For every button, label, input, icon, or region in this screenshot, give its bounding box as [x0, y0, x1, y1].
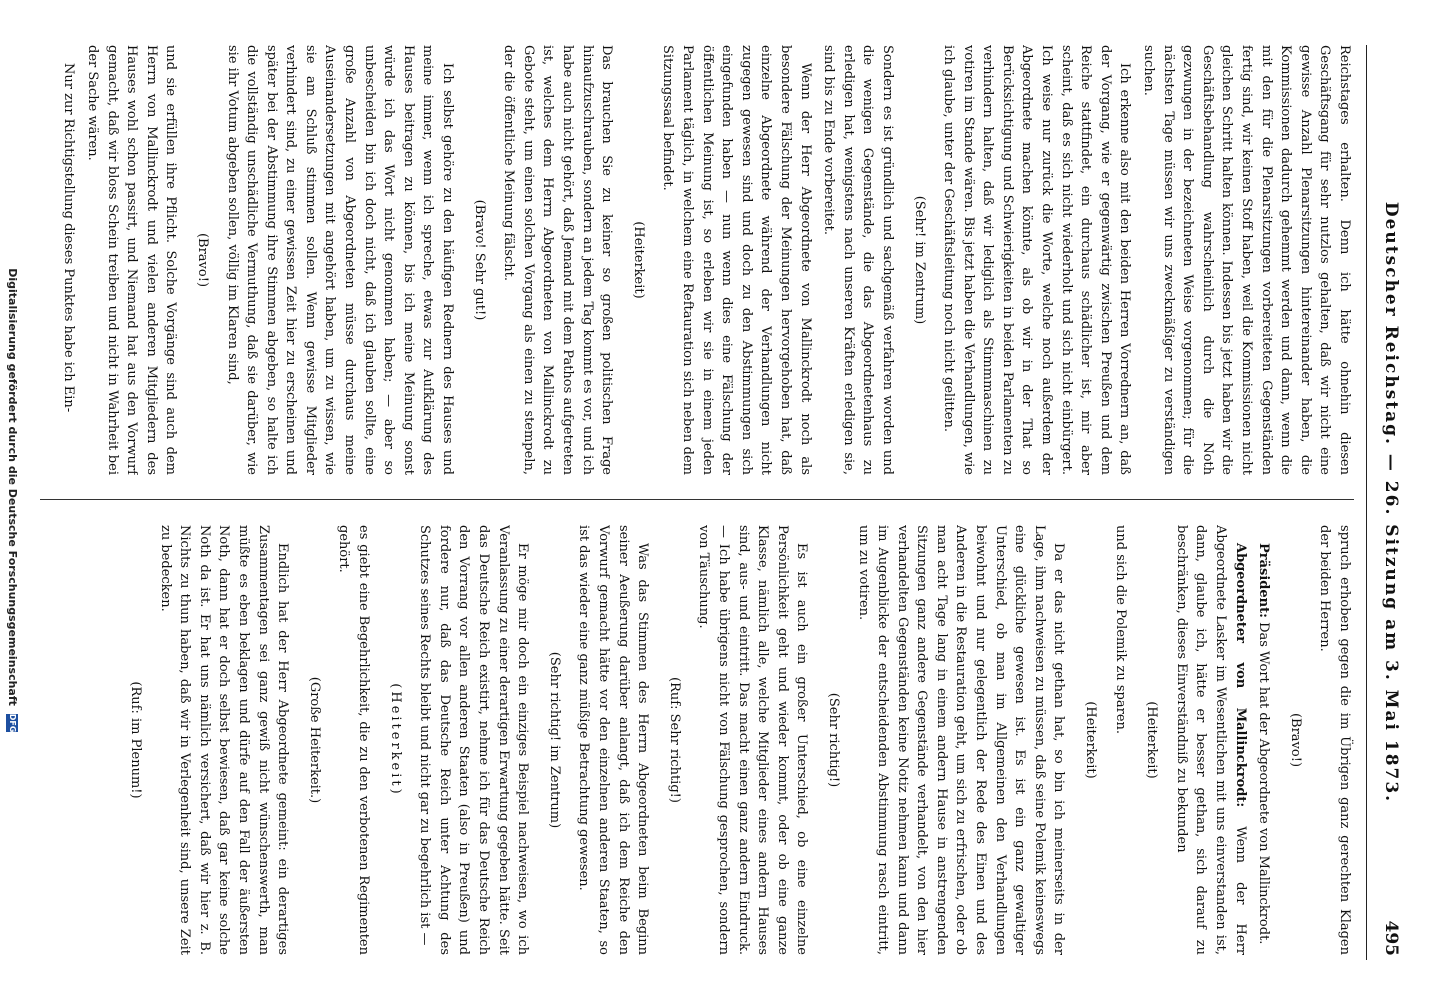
paragraph: Nur zur Richtigstellung dieses Punktes habe ich Ein- — [61, 63, 77, 413]
paragraph: Reichstages erhalten. Denn ich hätte ohnehin diesen Geschäftsgang für sehr nutzlos gehalten, daß wir nicht eine gewisse Anzahl Plenarsitzungen hintereinander haben, die Kommissionen dadurch gehemmt werden und dann, wenn die mit den für die Plenarsitzungen vorbereiteten Gegenständen fertig sind, wir keinen Stoff haben, weil die Kommissionen nicht gleichen Schritt halten können. Indessen bis jetzt haben wir die Geschäftsbehandlung wahrscheinlich durch die Noth gezwungen in der bezeichneten Weise vorgenommen; für die nächsten Tage müssen wir uns zweckmäßiger zu verständigen suchen. — [1141, 45, 1352, 475]
paragraph: Es ist auch ein großer Unterschied, ob eine einzelne Persönlichkeit geht und wieder kommt, oder ob eine ganze Klasse, nämlich alle, welche Mitglieder eines andern Hauses sind, aus- und eintritt. Das macht einen ganz andern Eindruck. — Ich habe übrigens nicht von Fälschung gesprochen, sondern von Täuschung. — [696, 525, 810, 955]
reaction: (Sehr richtig!) — [825, 692, 841, 788]
paragraph: spruch erhoben gegen die im Übrigen ganz gerechten Klagen der beiden Herren. — [1317, 525, 1352, 955]
paragraph: Sondern es ist gründlich und sachgemäß verfahren worden und die wenigen Gegenstände, die das Abgeordnetenhaus zu erledigen hat, wenigstens nach unseren Kräften erledigen sie, sind bis zu Ende vorbereitet. — [821, 45, 895, 475]
paragraph: es giebt eine Begehrlichkeit, die zu den verbotenen Regimenten gehört. — [336, 525, 372, 955]
reaction: (Heiterkeit) — [387, 683, 403, 797]
reaction: (Heiterkeit) — [630, 221, 646, 299]
reaction: (Bravo! Sehr gut!) — [471, 199, 487, 321]
paragraph: und sich die Polemik zu sparen. — [1112, 525, 1128, 735]
right-column — [40, 525, 1354, 955]
page-header — [1366, 45, 1407, 960]
reaction: (Sehr richtig! im Zentrum) — [546, 651, 562, 829]
paragraph: Was das Stimmen des Herrn Abgeordneten beim Beginn seiner Aeußerung darüber anlangt, daß ich dem Reiche den Vorwurf gemacht hätte vor den einzelnen anderen Staaten, so ist das wieder eine ganz müßige Betrachtung gewesen. — [576, 525, 651, 955]
dfg-logo: DFG — [8, 713, 17, 733]
reaction: (Bravo!) — [194, 232, 210, 288]
digitization-credit — [6, 0, 19, 1000]
speech-text: Das Wort hat der Abgeordnete von Mallinckrodt. — [1256, 622, 1272, 945]
paragraph: Ich selbst gehöre zu den häufigen Rednern des Hauses und meine immer, wenn ich spreche, etwas zur Aufklärung des Hauses beitragen zu können, bis ich meine Meinung sonst würde ich das Wort nicht genommen haben; — aber so unbescheiden bin ich doch nicht, daß ich glauben sollte, eine große Anzahl von Abgeordneten müsse durchaus meine Auseinandersetzungen mit angehört haben, um zu wissen, wie sie am Schluß stimmen sollen. Wenn gewisse Mitglieder verhindert sind, zu einer gewissen Zeit hier zu erscheinen und später bei der Abstimmung ihre Stimmen abgeben, so halte ich die vollständig unschädliche Vermuthung, daß sie darüber, wie sie ihr Votum abgeben sollen, völlig im Klaren sind, — [224, 45, 456, 475]
speaker-label: Präsident: — [1256, 543, 1272, 618]
paragraph: Er möge mir doch ein einziges Beispiel nachweisen, wo ich Veranlassung zu einer derartigen Erwartung gegeben hätte. Seit das Deutsche Reich existirt, nehme ich für das Deutsche Reich den Vorrang vor allen anderen Staaten (also in Preußen) und fordere nur, daß das Deutsche Reich unter Achtung des Schutzes seines Rechts bleibt und nicht gar zu begehrlich ist — — [417, 525, 531, 955]
page-number: 495 — [1381, 920, 1401, 956]
left-column — [40, 45, 1354, 475]
reaction: (Große Heiterkeit.) — [306, 676, 322, 804]
speech-text: Wenn der Herr Abgeordnete Lasker im Wesentlichen mit uns einverstanden ist, dann, glaube ich, hätte er besser gethan, sich darauf zu beschränken, dieses Einverständniß zu bekunden — [1173, 525, 1248, 955]
paragraph: Wenn der Herr Abgeordnete von Mallinckrodt noch als besondere Fälschung der Meinungen hervorgehoben hat, daß einzelne Abgeordnete während der Verhandlungen nicht zugegen gewesen sind und doch zu den Abstimmungen sich eingefunden haben — nun wenn dies eine Fälschung der öffentlichen Meinung ist, so erleben wir sie in einem jeden Parlament täglich, in welchem eine Reftauration sich neben dem Sitzungssaal befindet. — [660, 45, 813, 475]
speaker-label: Abgeordneter von Mallinckrodt: — [1232, 543, 1248, 808]
paragraph: und sie erfüllen ihre Pflicht. Solche Vorgänge sind auch dem Herrn von Mallinckrodt und vielen anderen Mitgliedern des Hauses wohl schon passirt, und Niemand hat aus den Vorwurf gemacht, daß wir bloss Schein treiben und nicht in Wahrheit bei der Sache wären. — [84, 45, 179, 475]
paragraph: Da er das nicht gethan hat, so bin ich meinerseits in der Lage, ihm nachweisen zu müssen, daß seine Polemik keineswegs eine glückliche gewesen ist. Es ist ein ganz gewaltiger Unterschied, ob man im Allgemeinen den Verhandlungen beiwohnt und nur gelegentlich der Rede des Einen und des Anderen in die Restauration geht, um sich zu erfrischen, oder ob man acht Tage lang in einem andern Hause in anstrengenden Sitzungen ganz andere Gegenstände verhandelt, von den hier verhandelten Gegenständen keine Notiz nehmen kann und dann im Augenblicke der entscheidenden Abstimmung rasch eintritt, um zu votiren. — [855, 525, 1067, 955]
reaction: (Heiterkeit) — [1144, 701, 1160, 779]
paragraph — [1254, 525, 1274, 955]
paragraph: Das brauchen Sie zu keiner so großen politischen Frage hinaufzuschrauben, sondern an jedem Tag kommt es vor, und ich habe auch nicht gehört, daß Jemand mit dem Pathos aufgetreten ist, welches dem Herrn Abgeordneten von Mallinckrodt zu Gebote steht, um einen solchen Vorgang als einen zu stempeln, der die öffentliche Meinung fälscht. — [501, 45, 615, 475]
reaction: (Sehr! im Zentrum) — [911, 195, 927, 325]
reaction: (Bravo!) — [1287, 712, 1303, 768]
paragraph — [1171, 525, 1249, 955]
reaction: (Ruf: Sehr richtig!) — [666, 677, 682, 803]
reaction: (Heiterkeit) — [1083, 701, 1099, 779]
running-title: Deutscher Reichstag. — 26. Sitzung am 3. Mai 1873. — [1381, 201, 1401, 804]
credit-text: Digitalisierung gefördert durch die Deutsche Forschungsgemeinschaft — [6, 268, 19, 706]
column-divider — [40, 499, 1354, 500]
paragraph: Endlich hat der Herr Abgeordnete gemeint: ein derartiges Zusammentagen sei ganz gewiß nicht wünschenswerth, man müßte es eben beklagen und dürfe auf den Fall der äußersten Noth, dann hat er doch selbst bewiesen, daß gar keine solche Noth da ist. Er hat uns nämlich versichert, daß wir hier z. B. Nichts zu thun haben, daß wir in Verlegenheit sind, unsere Zeit zu bedecken. — [157, 525, 291, 955]
reaction: (Ruf: im Plenum!) — [128, 681, 144, 799]
paragraph: Ich erkenne also mit den beiden Herren Vorrednern an, daß der Vorgang, wie er gegenwärtig zwischen Preußen und dem Reiche stattfindet, ein durchaus schädlicher ist, mir aber scheint, daß es sich nicht wiederholt und sich nicht einbürgert. Ich weise nur zurück die Worte, welche noch außerdem der Abgeordnete machen könnte, als ob wir in der That so Berücksichtigung und Schwierigkeiten in beiden Parlamenten zu verhindern halten, daß wir lediglich als Stimmmaschinen zu votiren im Stande wären. Bis jetzt haben die Verhandlungen, wie ich glaube, unter der Geschäftsleitung noch nicht gelitten. — [941, 45, 1133, 475]
